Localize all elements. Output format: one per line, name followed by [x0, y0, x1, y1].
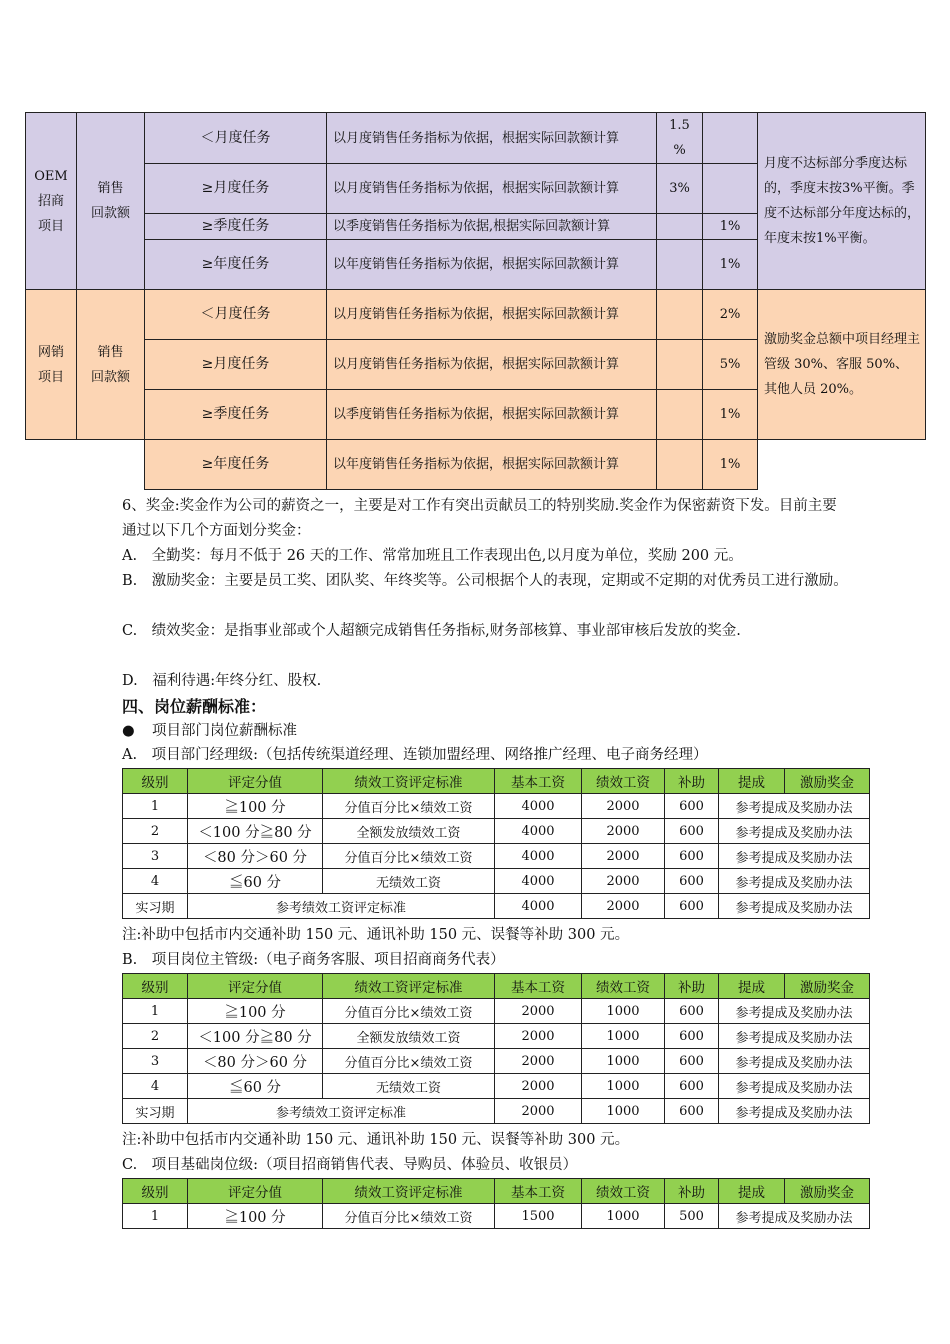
commission-cell: 参考提成及奖励办法: [719, 869, 870, 894]
basis-cell: 以季度销售任务指标为依据,根据实际回款额计算: [327, 214, 657, 240]
metric-cell: 销售 回款额: [77, 290, 145, 440]
rate-cell: 3%: [657, 164, 703, 214]
column-header: 绩效工资: [582, 974, 665, 999]
project-cell: OEM 招商 项目: [26, 113, 77, 290]
bullet-icon: ●: [122, 723, 135, 739]
score-cell: ＜100 分≧80 分: [188, 1024, 323, 1049]
column-header: 补助: [665, 974, 719, 999]
basis-cell: 以月度销售任务指标为依据，根据实际回款额计算: [327, 340, 657, 390]
score-cell: ＜80 分＞60 分: [188, 1049, 323, 1074]
allowance-cell: 600: [665, 1074, 719, 1099]
basis-cell: 以月度销售任务指标为依据，根据实际回款额计算: [327, 290, 657, 340]
column-header: 级别: [123, 1179, 188, 1204]
level-cell: 实习期: [123, 894, 188, 919]
basis-cell: 以年度销售任务指标为依据，根据实际回款额计算: [327, 240, 657, 290]
condition-cell: ＜月度任务: [145, 113, 327, 164]
section-heading: 四、岗位薪酬标准：: [122, 697, 267, 716]
allowance-cell: 600: [665, 1024, 719, 1049]
table-row: [123, 844, 870, 869]
column-header: 绩效工资: [582, 1179, 665, 1204]
performance-salary-cell: 2000: [582, 844, 665, 869]
header-row: [123, 1179, 870, 1204]
blank-cell: [758, 440, 926, 490]
standard-cell: 分值百分比×绩效工资: [323, 999, 495, 1024]
condition-cell: ≥月度任务: [145, 340, 327, 390]
table-row: [123, 1074, 870, 1099]
commission-table: [25, 112, 926, 490]
column-header: 级别: [123, 974, 188, 999]
column-header: 激励奖金: [785, 769, 870, 794]
level-cell: 实习期: [123, 1099, 188, 1124]
base-salary-cell: 2000: [495, 1049, 582, 1074]
table-a-title: A. 项目部门经理级:（包括传统渠道经理、连锁加盟经理、网络推广经理、电子商务经理）: [122, 747, 708, 763]
standard-cell: 参考绩效工资评定标准: [188, 894, 495, 919]
level-cell: 4: [123, 869, 188, 894]
table-row: [123, 1204, 870, 1229]
base-salary-cell: 4000: [495, 844, 582, 869]
performance-salary-cell: 2000: [582, 869, 665, 894]
header-row: [123, 769, 870, 794]
score-cell: ≦60 分: [188, 869, 323, 894]
column-header: 激励奖金: [785, 1179, 870, 1204]
rate-cell: 1%: [703, 390, 758, 440]
score-cell: ≧100 分: [188, 1204, 323, 1229]
base-salary-cell: 4000: [495, 819, 582, 844]
standard-cell: 全额发放绩效工资: [323, 1024, 495, 1049]
score-cell: ＜80 分＞60 分: [188, 844, 323, 869]
base-salary-cell: 1500: [495, 1204, 582, 1229]
column-header: 提成: [719, 1179, 785, 1204]
table-c-title: C. 项目基础岗位级:（项目招商销售代表、导购员、体验员、收银员）: [122, 1157, 578, 1173]
standard-cell: 全额发放绩效工资: [323, 819, 495, 844]
table-row: [123, 869, 870, 894]
bonus-item-d: D. 福利待遇:年终分红、股权.: [122, 673, 322, 689]
table-row: [123, 794, 870, 819]
performance-salary-cell: 1000: [582, 1074, 665, 1099]
column-header: 绩效工资评定标准: [323, 769, 495, 794]
base-salary-cell: 4000: [495, 794, 582, 819]
column-header: 评定分值: [188, 769, 323, 794]
commission-cell: 参考提成及奖励办法: [719, 1024, 870, 1049]
level-cell: 1: [123, 999, 188, 1024]
standard-cell: 无绩效工资: [323, 1074, 495, 1099]
column-header: 基本工资: [495, 974, 582, 999]
score-cell: ＜100 分≧80 分: [188, 819, 323, 844]
base-salary-cell: 4000: [495, 869, 582, 894]
column-header: 评定分值: [188, 974, 323, 999]
rate-cell: [657, 340, 703, 390]
standard-cell: 分值百分比×绩效工资: [323, 1204, 495, 1229]
commission-cell: 参考提成及奖励办法: [719, 844, 870, 869]
commission-cell: 参考提成及奖励办法: [719, 1074, 870, 1099]
standard-cell: 无绩效工资: [323, 869, 495, 894]
column-header: 补助: [665, 769, 719, 794]
condition-cell: ≥季度任务: [145, 214, 327, 240]
salary-table-b: [122, 973, 870, 1124]
blank-cell: [77, 440, 145, 490]
rate-cell: [703, 164, 758, 214]
rate-cell: 1%: [703, 214, 758, 240]
commission-cell: 参考提成及奖励办法: [719, 894, 870, 919]
level-cell: 2: [123, 1024, 188, 1049]
commission-cell: 参考提成及奖励办法: [719, 819, 870, 844]
standard-cell: 分值百分比×绩效工资: [323, 844, 495, 869]
table-b-note: 注:补助中包括市内交通补助 150 元、通讯补助 150 元、误餐等补助 300 元。: [122, 1132, 630, 1148]
project-cell: 网销 项目: [26, 290, 77, 440]
rate-cell: 5%: [703, 340, 758, 390]
column-header: 提成: [719, 769, 785, 794]
commission-cell: 参考提成及奖励办法: [719, 1049, 870, 1074]
condition-cell: ≥季度任务: [145, 390, 327, 440]
level-cell: 3: [123, 1049, 188, 1074]
allowance-cell: 500: [665, 1204, 719, 1229]
allowance-cell: 600: [665, 999, 719, 1024]
metric-cell: 销售 回款额: [77, 113, 145, 290]
level-cell: 4: [123, 1074, 188, 1099]
condition-cell: ≥年度任务: [145, 440, 327, 490]
column-header: 评定分值: [188, 1179, 323, 1204]
rate-cell: 1%: [703, 240, 758, 290]
rate-cell: 1.5 %: [657, 113, 703, 164]
blank-cell: [26, 440, 77, 490]
column-header: 基本工资: [495, 769, 582, 794]
column-header: 绩效工资评定标准: [323, 1179, 495, 1204]
salary-table-a: [122, 768, 870, 919]
standard-cell: 分值百分比×绩效工资: [323, 794, 495, 819]
basis-cell: 以月度销售任务指标为依据，根据实际回款额计算: [327, 164, 657, 214]
rate-cell: [657, 290, 703, 340]
table-row: [123, 1099, 870, 1124]
performance-salary-cell: 1000: [582, 1049, 665, 1074]
level-cell: 1: [123, 794, 188, 819]
level-cell: 1: [123, 1204, 188, 1229]
table-row: [123, 1049, 870, 1074]
condition-cell: ＜月度任务: [145, 290, 327, 340]
allowance-cell: 600: [665, 1099, 719, 1124]
bonus-item-b: B. 激励奖金：主要是员工奖、团队奖、年终奖等。公司根据个人的表现，定期或不定期的对优秀员工进行激励。: [122, 573, 848, 589]
standard-cell: 分值百分比×绩效工资: [323, 1049, 495, 1074]
condition-cell: ≥月度任务: [145, 164, 327, 214]
rate-cell: 2%: [703, 290, 758, 340]
performance-salary-cell: 2000: [582, 794, 665, 819]
commission-cell: 参考提成及奖励办法: [719, 1099, 870, 1124]
base-salary-cell: 2000: [495, 1074, 582, 1099]
performance-salary-cell: 1000: [582, 1204, 665, 1229]
header-row: [123, 974, 870, 999]
table-row: [123, 1024, 870, 1049]
base-salary-cell: 4000: [495, 894, 582, 919]
commission-row: [26, 290, 926, 340]
bonus-item-a: A. 全勤奖：每月不低于 26 天的工作、常常加班且工作表现出色,以月度为单位，奖励 200 元。: [122, 548, 743, 564]
column-header: 绩效工资: [582, 769, 665, 794]
allowance-cell: 600: [665, 844, 719, 869]
column-header: 提成: [719, 974, 785, 999]
allowance-cell: 600: [665, 869, 719, 894]
basis-cell: 以月度销售任务指标为依据，根据实际回款额计算: [327, 113, 657, 164]
performance-salary-cell: 1000: [582, 1024, 665, 1049]
table-row: [123, 894, 870, 919]
standard-cell: 参考绩效工资评定标准: [188, 1099, 495, 1124]
rate-cell: [657, 390, 703, 440]
commission-cell: 参考提成及奖励办法: [719, 999, 870, 1024]
commission-cell: 参考提成及奖励办法: [719, 794, 870, 819]
performance-salary-cell: 2000: [582, 894, 665, 919]
table-b-title: B. 项目岗位主管级:（电子商务客服、项目招商商务代表）: [122, 952, 505, 968]
rate-cell: [703, 113, 758, 164]
allowance-cell: 600: [665, 1049, 719, 1074]
commission-cell: 参考提成及奖励办法: [719, 1204, 870, 1229]
basis-cell: 以年度销售任务指标为依据，根据实际回款额计算: [327, 440, 657, 490]
remark-cell: 月度不达标部分季度达标的，季度末按3%平衡。季度不达标部分年度达标的，年度末按1%平衡。: [758, 113, 926, 290]
basis-cell: 以季度销售任务指标为依据，根据实际回款额计算: [327, 390, 657, 440]
condition-cell: ≥年度任务: [145, 240, 327, 290]
score-cell: ≧100 分: [188, 999, 323, 1024]
base-salary-cell: 2000: [495, 1024, 582, 1049]
commission-row: [26, 440, 926, 490]
table-a-note: 注:补助中包括市内交通补助 150 元、通讯补助 150 元、误餐等补助 300 元。: [122, 927, 630, 943]
allowance-cell: 600: [665, 894, 719, 919]
allowance-cell: 600: [665, 794, 719, 819]
allowance-cell: 600: [665, 819, 719, 844]
rate-cell: [657, 240, 703, 290]
bonus-item-c: C. 绩效奖金：是指事业部或个人超额完成销售任务指标,财务部核算、事业部审核后发放的奖金.: [122, 623, 741, 639]
performance-salary-cell: 1000: [582, 1099, 665, 1124]
rate-cell: [657, 214, 703, 240]
base-salary-cell: 2000: [495, 999, 582, 1024]
commission-row: [26, 113, 926, 164]
bullet-line: [122, 719, 842, 744]
score-cell: ≦60 分: [188, 1074, 323, 1099]
column-header: 级别: [123, 769, 188, 794]
salary-table-c: [122, 1178, 870, 1229]
performance-salary-cell: 1000: [582, 999, 665, 1024]
table-row: [123, 819, 870, 844]
column-header: 基本工资: [495, 1179, 582, 1204]
remark-cell: 激励奖金总额中项目经理主管级 30%、客服 50%、其他人员 20%。: [758, 290, 926, 440]
bullet-text: 项目部门岗位薪酬标准: [152, 723, 297, 739]
base-salary-cell: 2000: [495, 1099, 582, 1124]
score-cell: ≧100 分: [188, 794, 323, 819]
column-header: 补助: [665, 1179, 719, 1204]
level-cell: 3: [123, 844, 188, 869]
column-header: 激励奖金: [785, 974, 870, 999]
performance-salary-cell: 2000: [582, 819, 665, 844]
column-header: 绩效工资评定标准: [323, 974, 495, 999]
table-row: [123, 999, 870, 1024]
rate-cell: [657, 440, 703, 490]
bonus-intro: 6、奖金:奖金作为公司的薪资之一，主要是对工作有突出贡献员工的特别奖励.奖金作为保密薪资下发。目前主要通过以下几个方面划分奖金：: [122, 498, 837, 539]
rate-cell: 1%: [703, 440, 758, 490]
level-cell: 2: [123, 819, 188, 844]
